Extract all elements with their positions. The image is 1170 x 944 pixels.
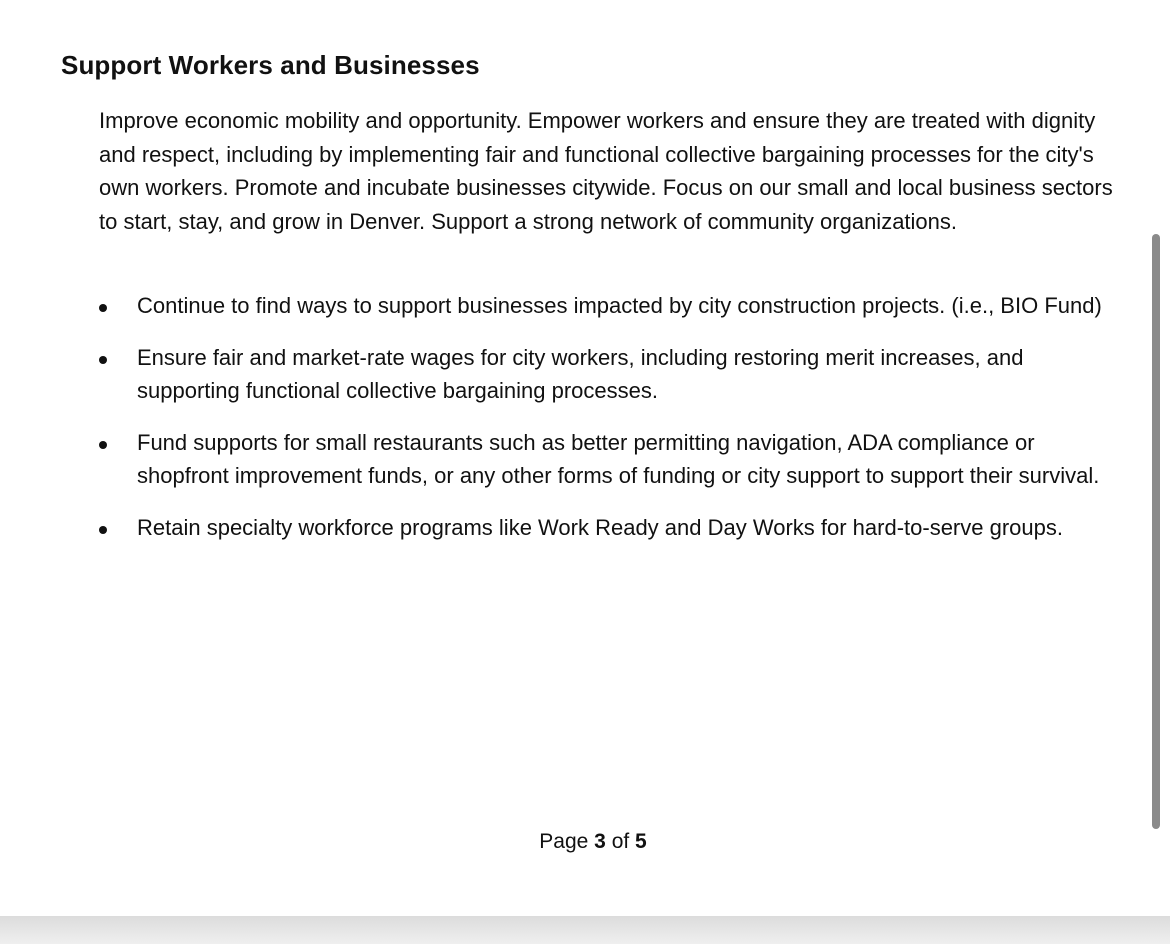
list-item-text: Retain specialty workforce programs like Work Ready and Day Works for hard-to-serve groups.	[137, 514, 1063, 540]
bullet-icon	[99, 441, 107, 449]
current-page-number: 3	[594, 830, 606, 853]
page-label: Page	[539, 830, 589, 853]
list-item	[99, 341, 1129, 408]
of-label: of	[611, 830, 630, 853]
bullet-icon	[99, 356, 107, 364]
list-item-text: Continue to find ways to support businesses impacted by city construction projects. (i.e., BIO Fund)	[137, 293, 1102, 318]
vertical-scrollbar[interactable]	[1152, 234, 1160, 829]
list-item-text: Fund supports for small restaurants such as better permitting navigation, ADA compliance or shopfront improvement funds, or any other forms of funding or city support to support their survival.	[137, 429, 1100, 488]
page-number	[0, 830, 1170, 854]
bullet-icon	[99, 526, 107, 534]
section-heading: Support Workers and Businesses	[61, 50, 480, 80]
list-item	[99, 511, 1129, 545]
total-pages-number: 5	[635, 830, 647, 853]
bullet-list	[99, 289, 1129, 562]
list-item	[99, 289, 1129, 323]
page-gap	[0, 916, 1170, 944]
list-item-text: Ensure fair and market-rate wages for city workers, including restoring merit increases, and supporting functional collective bargaining processes.	[137, 344, 1024, 403]
list-item	[99, 426, 1129, 493]
intro-paragraph: Improve economic mobility and opportunity. Empower workers and ensure they are treated with dignity and respect, including by implementing fair and functional collective bargaining processes for the city's own workers. Promote and incubate businesses citywide. Focus on our small and local business sectors to start, stay, and grow in Denver. Support a strong network of community organizations.	[99, 108, 1113, 234]
bullet-icon	[99, 304, 107, 312]
